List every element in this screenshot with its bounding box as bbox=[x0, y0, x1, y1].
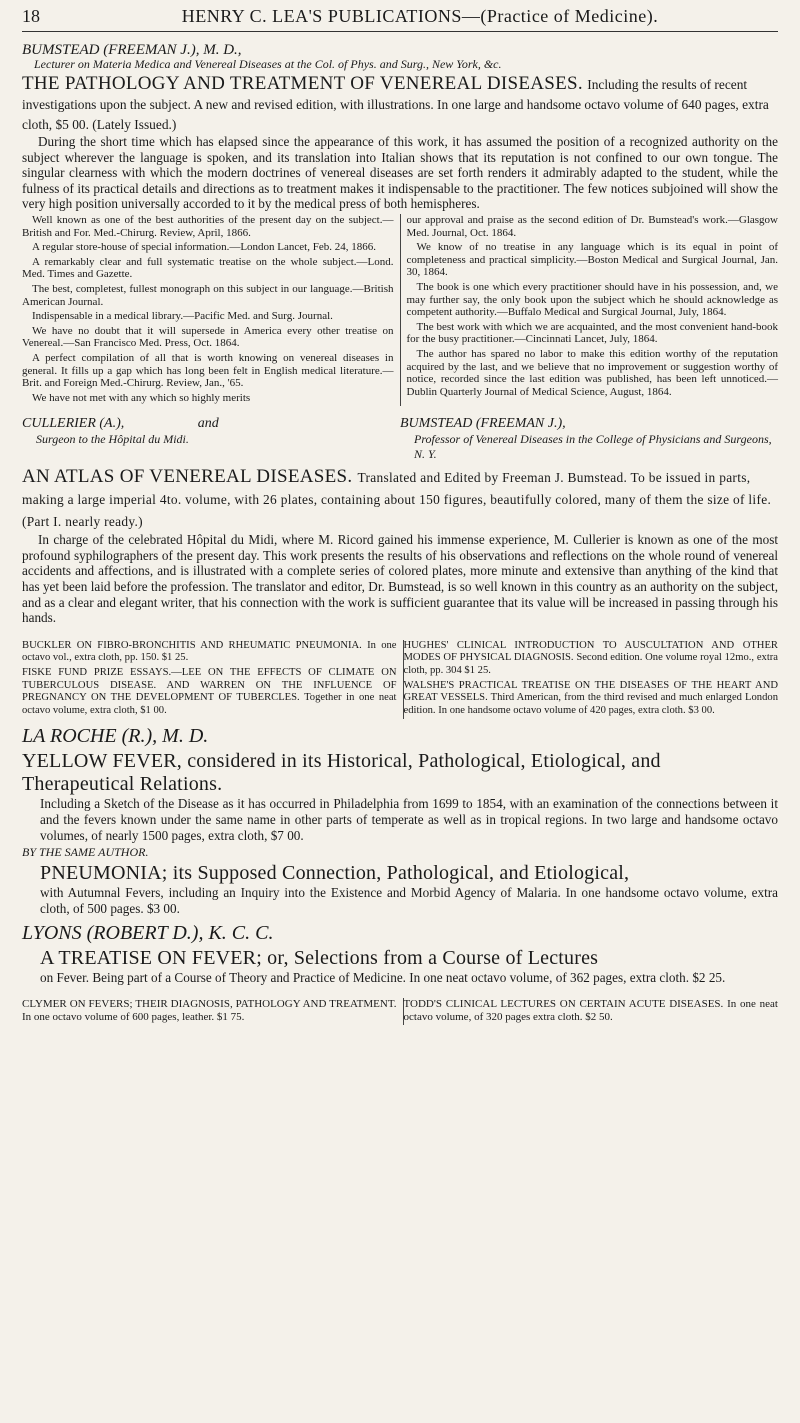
laroche-author: LA ROCHE (R.), M. D. bbox=[22, 725, 209, 748]
review: Indispensable in a medical library.—Pacific Med. and Surg. Journal. bbox=[32, 310, 333, 323]
review: our approval and praise as the second edition of Dr. Bumstead's work.—Glasgow Med. Journal, Oct. 1864. bbox=[406, 213, 778, 239]
fever-treatise-desc: on Fever. Being part of a Course of Theory and Practice of Medicine. In one neat octavo volume, of 362 pages, extra cloth. $2 25. bbox=[40, 970, 726, 986]
atlas-role-right: Professor of Venereal Diseases in the College of Physicians and Surgeons, N. Y. bbox=[414, 432, 772, 462]
atlas-paragraph: In charge of the celebrated Hôpital du Midi, where M. Ricord gained his immense experience, M. Cullerier is known as one of the most profound syphilographers of the present day. This work presents the results of his observations and reflections on the whole round of venereal accidents and affections, and is illustrated with a complete series of colored plates, more minute and extensive than anything of the kind that has yet been laid before the profession. The translator and editor, Dr. Bumstead, is so well known in this country as an authority on the subject, and as a clear and elegant writer, that his connection with the work is sufficient guarantee that its value will be increased in passing through his hands. bbox=[22, 532, 778, 626]
same-author: BY THE SAME AUTHOR. bbox=[22, 845, 149, 860]
yellow-fever-title: YELLOW FEVER, considered in its Historical, Pathological, Etiological, and Therapeutical Relations. bbox=[22, 750, 661, 796]
review: Well known as one of the best authorities of the present day on the subject.—British and For. Med.-Chirurg. Review, April, 1866. bbox=[22, 213, 394, 239]
atlas-and: and bbox=[197, 416, 219, 432]
review: The author has spared no labor to make this edition worthy of the reputation acquired by the last, and we believe that no improvement or suggestion worthy of notice, recorded since the last edition was published, has been left unnoticed.—Dublin Quarterly Journal of Medical Science, August, 1864. bbox=[406, 347, 778, 398]
refs-bottom-right bbox=[404, 998, 779, 1025]
pneumonia-desc: with Autumnal Fevers, including an Inquiry into the Existence and Morbid Agency of Malaria. In one handsome octavo volume, extra cloth, of 500 pages. $3 00. bbox=[40, 885, 778, 916]
bumstead-role: Lecturer on Materia Medica and Venereal Diseases at the Col. of Phys. and Surg., New York, &c. bbox=[34, 57, 502, 71]
ref-entry: CLYMER ON FEVERS; THEIR DIAGNOSIS, PATHOLOGY AND TREATMENT. In one octavo volume of 600 pages, leather. $1 75. bbox=[22, 997, 397, 1023]
atlas-role-left: Surgeon to the Hôpital du Midi. bbox=[36, 432, 189, 447]
page-number: 18 bbox=[22, 6, 40, 26]
fever-treatise-title: A TREATISE ON FEVER; or, Selections from a Course of Lectures bbox=[40, 947, 599, 970]
review: We have no doubt that it will supersede in America every other treatise on Venereal.—San Francisco Med. Press, Oct. 1864. bbox=[22, 324, 394, 350]
venereal-title: THE PATHOLOGY AND TREATMENT OF VENEREAL DISEASES. bbox=[22, 73, 583, 94]
atlas-title-block bbox=[22, 466, 778, 532]
review: We have not met with any which so highly merits bbox=[32, 391, 251, 404]
venereal-title-block bbox=[22, 74, 778, 134]
atlas-authors bbox=[22, 416, 778, 462]
review: A remarkably clear and full systematic treatise on the whole subject.—Lond. Med. Times and Gazette. bbox=[22, 255, 394, 281]
page bbox=[22, 0, 778, 1025]
running-head bbox=[22, 6, 778, 32]
running-title: HENRY C. LEA'S PUBLICATIONS—(Practice of Medicine). bbox=[181, 6, 659, 26]
atlas-author-right: BUMSTEAD (FREEMAN J.), bbox=[400, 416, 566, 432]
atlas-author-left-block bbox=[22, 416, 400, 462]
reviews-left bbox=[22, 214, 401, 406]
yellow-fever-desc: Including a Sketch of the Disease as it has occurred in Philadelphia from 1699 to 1854, with an examination of the connections between it and the fevers known under the same name in other parts of temperate as well as in tropical regions. In two large and handsome octavo volumes, of nearly 1500 pages, extra cloth, $7 00. bbox=[40, 796, 778, 843]
review: The book is one which every practitioner should have in his possession, and, we may further say, the only book upon the subject which he should acknowledge as competent authority.—Buffalo Medical and Surgical Journal, July, 1864. bbox=[406, 280, 778, 319]
atlas-author-left: CULLERIER (A.), and bbox=[22, 416, 219, 432]
ref-entry: HUGHES' CLINICAL INTRODUCTION TO AUSCULTATION AND OTHER MODES OF PHYSICAL DIAGNOSIS. Second edition. One volume royal 12mo., extra cloth, pp. 304 $1 25. bbox=[403, 639, 778, 677]
refs-bottom bbox=[22, 998, 778, 1025]
review: The best work with which we are acquainted, and the most convenient hand-book for the busy practitioner.—Cincinnati Lancet, July, 1864. bbox=[406, 320, 778, 346]
reviews-right bbox=[407, 214, 779, 406]
review: A regular store-house of special information.—London Lancet, Feb. 24, 1866. bbox=[32, 241, 376, 254]
refs-middle bbox=[22, 640, 778, 720]
refs-middle-right bbox=[404, 640, 779, 720]
ref-entry: TODD'S CLINICAL LECTURES ON CERTAIN ACUTE DISEASES. In one neat octavo volume, of 320 pages extra cloth. $2 50. bbox=[403, 997, 778, 1023]
atlas-title: AN ATLAS OF VENEREAL DISEASES. bbox=[22, 466, 353, 488]
review: We know of no treatise in any language which is its equal in point of completeness and practical simplicity.—Boston Medical and Surgical Journal, Jan. 30, 1864. bbox=[406, 241, 778, 279]
refs-bottom-left bbox=[22, 998, 404, 1025]
refs-middle-left bbox=[22, 640, 404, 720]
ref-entry: WALSHE'S PRACTICAL TREATISE ON THE DISEASES OF THE HEART AND GREAT VESSELS. Third American, from the third revised and much enlarged London edition. In one handsome octavo volume of 420 pages, extra cloth. $3 00. bbox=[403, 679, 778, 716]
reviews-columns bbox=[22, 214, 778, 406]
atlas-title-rest: Translated and Edited by Freeman J. Bumstead. To be issued in parts, making a large imperial 4to. volume, with 26 plates, containing about 150 figures, beautifully colored, many of them the size of life. (Part I. nearly ready.) bbox=[22, 470, 772, 530]
review: A perfect compilation of all that is worth knowing on venereal diseases in general. It fills up a gap which has long been felt in English medical literature.—Brit. and Foreign Med.-Chirurg. Review, Jan., '65. bbox=[22, 351, 394, 390]
review: The best, completest, fullest monograph on this subject in our language.—British American Journal. bbox=[22, 282, 394, 308]
ref-entry: FISKE FUND PRIZE ESSAYS.—LEE ON THE EFFECTS OF CLIMATE ON TUBERCULOUS DISEASE. AND WARREN ON THE INFLUENCE OF PREGNANCY ON THE DEVELOPMENT OF TUBERCLES. Together in one neat octavo volume, extra cloth, $1 00. bbox=[22, 667, 397, 716]
venereal-title-rest: Including the results of recent investigations upon the subject. A new and revised edition, with illustrations. In one large and handsome octavo volume of 640 pages, extra cloth, $5 00. (Lately Issued.) bbox=[22, 77, 769, 132]
pneumonia-title: PNEUMONIA; its Supposed Connection, Pathological, and Etiological, bbox=[40, 862, 630, 885]
bumstead-author: BUMSTEAD (FREEMAN J.), M. D., bbox=[22, 42, 242, 58]
venereal-paragraph: During the short time which has elapsed since the appearance of this work, it has assumed the position of a recognized authority on the subject wherever the language is spoken, and its translation into Italian shows that its reputation is not confined to our own tongue. The singular clearness with which the modern doctrines of venereal diseases are set forth renders it admirably adapted to the student, while the fulness of its practical details and directions as to treatment makes it indispensable to the practitioner. The few notices subjoined will show the very high position universally accorded to it by the medical press of both hemispheres. bbox=[22, 134, 778, 212]
lyons-author: LYONS (ROBERT D.), K. C. C. bbox=[22, 922, 274, 945]
atlas-author-right-block bbox=[400, 416, 778, 462]
ref-entry: BUCKLER ON FIBRO-BRONCHITIS AND RHEUMATIC PNEUMONIA. In one octavo vol., extra cloth, pp. 150. $1 25. bbox=[22, 639, 397, 664]
